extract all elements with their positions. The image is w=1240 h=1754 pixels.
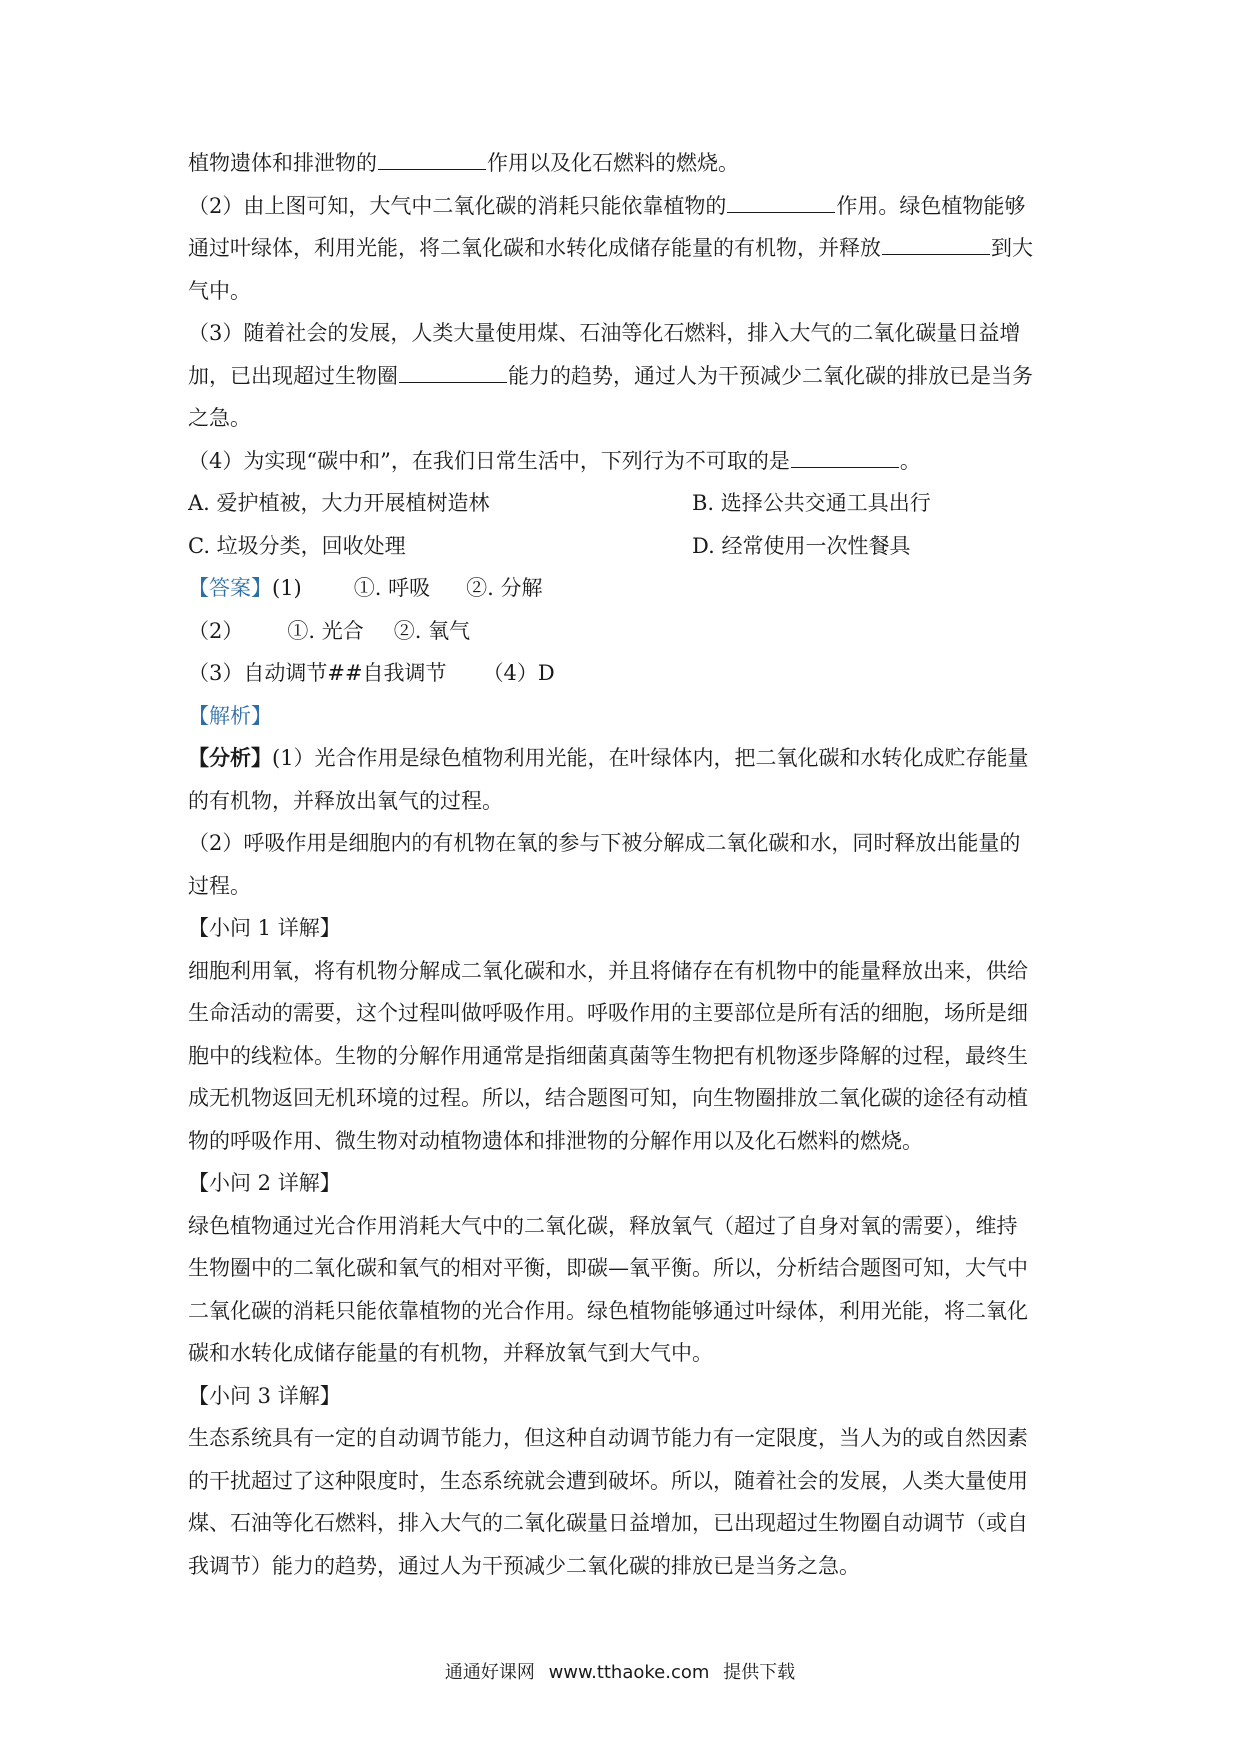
- answer-line-2: [188, 610, 1056, 653]
- detail-2-title: 【小问 2 详解】: [188, 1171, 341, 1195]
- q2-line-2: [188, 227, 1056, 270]
- q3-text-2a: 加，已出现超过生物圈: [188, 363, 398, 388]
- q1-tail-after: 作用以及化石燃料的燃烧。: [487, 151, 739, 175]
- answer-line-3: [188, 652, 1056, 695]
- option-a: A. 爱护植被，大力开展植树造林: [188, 491, 490, 515]
- q1-tail-before: 植物遗体和排泄物的: [188, 151, 377, 175]
- fenxi-line-4: 过程。: [188, 873, 251, 898]
- detail-3-line: 我调节）能力的趋势，通过人为干预减少二氧化碳的排放已是当务之急。: [188, 1553, 860, 1578]
- fenxi-line-1: [188, 737, 1056, 780]
- q1-blank: [378, 147, 486, 170]
- q3-line-1: （3）随着社会的发展，人类大量使用煤、石油等化石燃料，排入大气的二氧化碳量日益增: [188, 321, 1021, 345]
- answer-1-num: (1): [272, 576, 302, 600]
- detail-3-line: 的干扰超过了这种限度时，生态系统就会遭到破坏。所以，随着社会的发展，人类大量使用: [188, 1468, 1028, 1493]
- answer-line-1: [188, 567, 1056, 610]
- q2-blank-1: [727, 190, 835, 213]
- detail-2-line: 绿色植物通过光合作用消耗大气中的二氧化碳，释放氧气（超过了自身对氧的需要），维持: [188, 1213, 1018, 1238]
- detail-1-line: 细胞利用氧，将有机物分解成二氧化碳和水，并且将储存在有机物中的能量释放出来，供给: [188, 958, 1028, 983]
- q3-text-2b: 能力的趋势，通过人为干预减少二氧化碳的排放已是当务: [508, 363, 1033, 388]
- q4-options-row-2: [188, 525, 1056, 568]
- answer-2-num: （2）: [188, 618, 244, 643]
- fenxi-line-3: （2）呼吸作用是细胞内的有机物在氧的参与下被分解成二氧化碳和水，同时释放出能量的: [188, 831, 1021, 855]
- q2-text-2a: 通过叶绿体，利用光能，将二氧化碳和水转化成储存能量的有机物，并释放: [188, 236, 881, 260]
- detail-2-line: 二氧化碳的消耗只能依靠植物的光合作用。绿色植物能够通过叶绿体，利用光能，将二氧化: [188, 1298, 1028, 1323]
- option-d: D. 经常使用一次性餐具: [692, 533, 911, 558]
- answer-1-1: ①. 呼吸: [353, 576, 431, 600]
- analysis-tag: 【解析】: [188, 703, 272, 728]
- detail-1-line: 生命活动的需要，这个过程叫做呼吸作用。呼吸作用的主要部位是所有活的细胞，场所是细: [188, 1001, 1028, 1025]
- option-b: B. 选择公共交通工具出行: [692, 491, 931, 515]
- q4-stem: [188, 440, 1056, 483]
- fenxi-tag: 【分析】: [188, 745, 272, 770]
- answer-3: （3）自动调节##自我调节: [188, 661, 447, 685]
- detail-1-line: 物的呼吸作用、微生物对动植物遗体和排泄物的分解作用以及化石燃料的燃烧。: [188, 1128, 923, 1153]
- q4-blank: [791, 445, 899, 468]
- document-body: [188, 142, 1056, 1587]
- footer-url[interactable]: www.tthaoke.com: [548, 1662, 710, 1683]
- q3-blank: [399, 360, 507, 383]
- fenxi-line-2: 的有机物，并释放出氧气的过程。: [188, 788, 503, 813]
- fenxi-text-1: (1）光合作用是绿色植物利用光能，在叶绿体内，把二氧化碳和水转化成贮存能量: [272, 746, 1029, 770]
- q4-stem-end: 。: [899, 448, 921, 473]
- detail-3-title: 【小问 3 详解】: [188, 1383, 341, 1408]
- detail-1-line: 成无机物返回无机环境的过程。所以，结合题图可知，向生物圈排放二氧化碳的途径有动植: [188, 1086, 1028, 1110]
- detail-2-line: 生物圈中的二氧化碳和氧气的相对平衡，即碳—氧平衡。所以，分析结合题图可知，大气中: [188, 1256, 1028, 1280]
- q2-text-2b: 到大: [991, 236, 1033, 260]
- answer-1-2: ②. 分解: [466, 576, 543, 600]
- q4-stem-text: （4）为实现“碳中和”，在我们日常生活中，下列行为不可取的是: [188, 448, 790, 473]
- q4-options-row-1: [188, 482, 1056, 525]
- answer-2-2: ②. 氧气: [393, 618, 471, 643]
- q2-line-1: [188, 185, 1056, 228]
- detail-3-line: 生态系统具有一定的自动调节能力，但这种自动调节能力有一定限度，当人为的或自然因素: [188, 1426, 1028, 1450]
- footer-suffix: 提供下载: [723, 1662, 796, 1683]
- page-footer: [0, 1658, 1240, 1684]
- detail-1-title: 【小问 1 详解】: [188, 916, 341, 940]
- detail-1-line: 胞中的线粒体。生物的分解作用通常是指细菌真菌等生物把有机物逐步降解的过程，最终生: [188, 1043, 1028, 1068]
- option-c: C. 垃圾分类，回收处理: [188, 533, 406, 558]
- detail-3-line: 煤、石油等化石燃料，排入大气的二氧化碳量日益增加，已出现超过生物圈自动调节（或自: [188, 1511, 1028, 1535]
- answer-tag: 【答案】: [188, 576, 272, 600]
- q2-text-1a: （2）由上图可知，大气中二氧化碳的消耗只能依靠植物的: [188, 193, 727, 218]
- footer-site-name: 通通好课网: [444, 1662, 535, 1683]
- answer-4: （4）D: [482, 661, 555, 685]
- q2-line-3: 气中。: [188, 278, 251, 303]
- q3-line-2: [188, 355, 1056, 398]
- detail-2-line: 碳和水转化成储存能量的有机物，并释放氧气到大气中。: [188, 1341, 713, 1365]
- q2-blank-2: [882, 232, 990, 255]
- q1-tail-line: [188, 142, 1056, 185]
- answer-2-1: ①. 光合: [287, 618, 364, 643]
- q3-line-3: 之急。: [188, 406, 251, 430]
- q2-text-1b: 作用。绿色植物能够: [836, 193, 1026, 218]
